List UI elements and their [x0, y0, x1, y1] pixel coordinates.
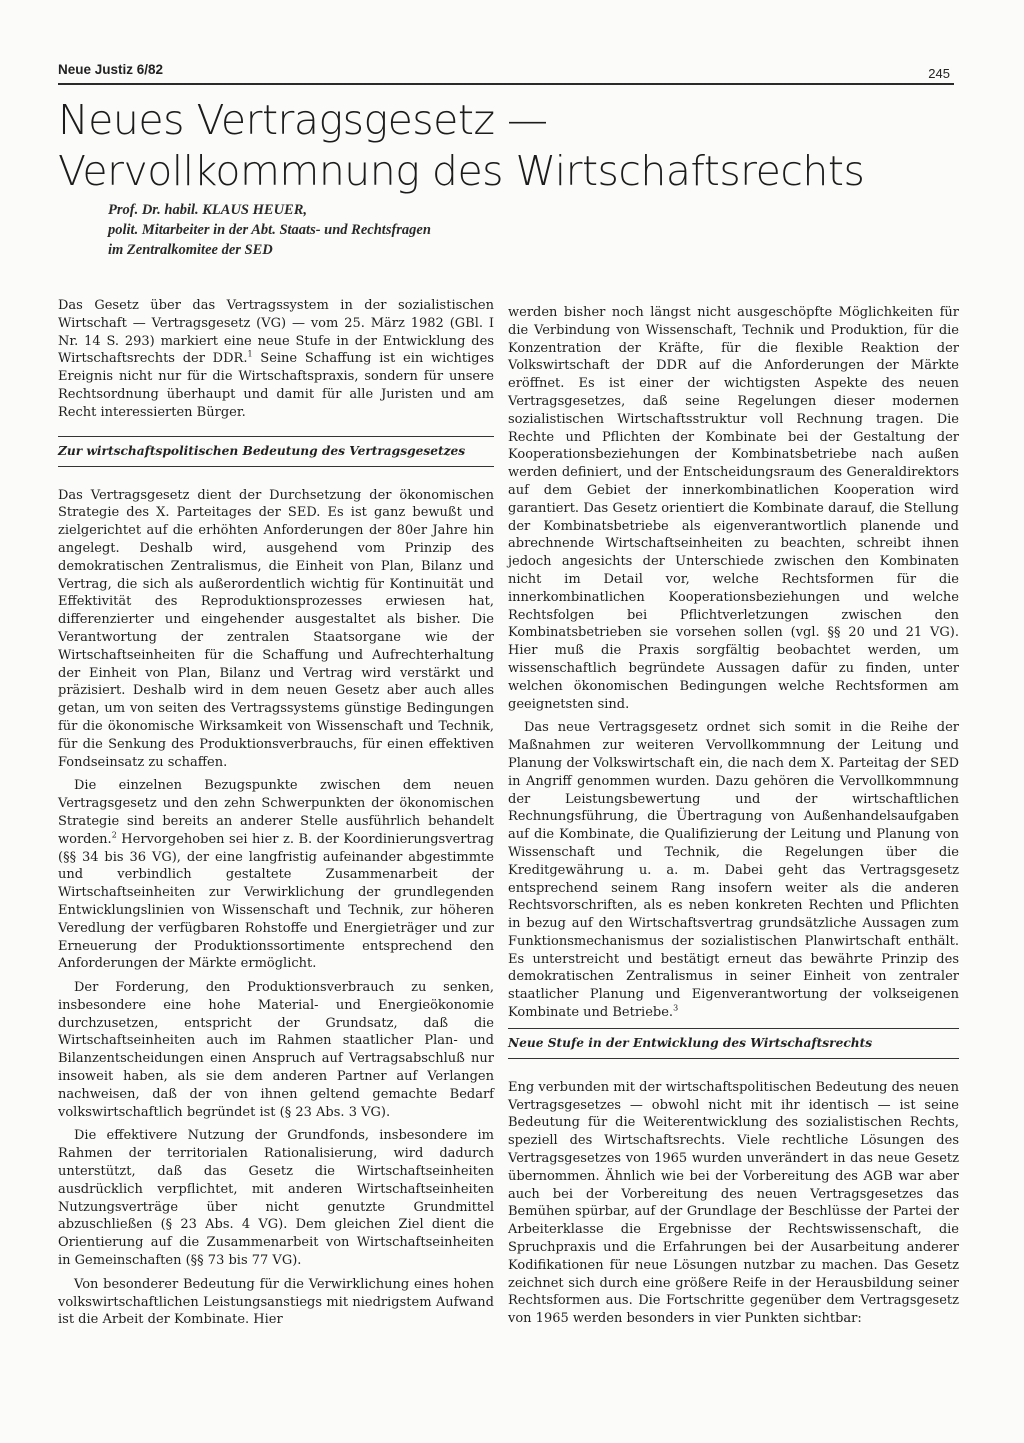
body-paragraph: Das neue Vertragsgesetz ordnet sich somit in die Reihe der Maßnahmen zur weiteren Vervollkommnung der Leitung und Planung der Volkswirtschaft ein, die nach dem X. Parteitag der SED in Angriff genommen wurden. Dazu gehören die Vervollkommnung der Leistungsbewertung und der wirtschaftlichen Rechnungsführung, die Übertragung von Außenhandelsaufgaben auf die Kombinate, die Qualifizierung der Leitung und Planung von Wissenschaft und Technik, die Regelungen über die Kreditgewährung u. a. m. Dabei geht das Vertragsgesetz entsprechend seinem Rang insofern weiter als die anderen Rechtsvorschriften, als es neben konkreten Rechten und Pflichten in bezug auf den Wirtschaftsvertrag grundsätzliche Aussagen zum Funktionsmechanismus der sozialistischen Planwirtschaft enthält. Es unterstreicht und bestätigt erneut das bewährte Prinzip des demokratischen Zentralismus in seiner Einheit von zentraler staatlicher Planung und Eigenverantwortung der volkseigenen Kombinate und Betriebe.$^3$ [508, 720, 959, 1021]
author-position: polit. Mitarbeiter in der Abt. Staats- und Rechtsfragen [108, 222, 431, 238]
left-column [58, 297, 494, 1335]
body-paragraph: Die einzelnen Bezugspunkte zwischen dem neuen Vertragsgesetz und den zehn Schwerpunkten der ökonomischen Strategie sind bereits an anderer Stelle ausführlich behandelt worden.$^2$ Hervorgehoben sei hier z. B. der Koordinierungsvertrag (§§ 34 bis 36 VG), der eine langfristig aufeinander abgestimmte und verbindlich gestaltete Zusammenarbeit der Wirtschaftseinheiten zur Verwirklichung der grundlegenden Entwicklungslinien von Wissenschaft und Technik, zur höheren Veredlung der verfügbaren Rohstoffe und Energieträger und zur Erneuerung der Produktionssortimente entsprechend den Anforderungen der Märkte ermöglicht. [58, 778, 494, 972]
section-heading: Neue Stufe in der Entwicklung des Wirtschaftsrechts [508, 1028, 959, 1059]
right-column [508, 304, 959, 1334]
section-heading: Zur wirtschaftspolitischen Bedeutung des Vertragsgesetzes [58, 436, 494, 467]
header-rule [58, 83, 954, 85]
page-number: 245 [928, 66, 950, 81]
title-line-2: Vervollkommnung des Wirtschaftsrechts [58, 147, 865, 195]
body-paragraph: Das Vertragsgesetz dient der Durchsetzung der ökonomischen Strategie des X. Parteitages der SED. Es ist ganz bewußt und zielgerichtet auf die erhöhten Anforderungen der 80er Jahre hin angelegt. Deshalb wird, ausgehend vom Prinzip des demokratischen Zentralismus, die Einheit von Plan, Bilanz und Vertrag, die sich als außerordentlich wichtig für Kontinuität und Effektivität des Reproduktionsprozesses erwiesen hat, differenzierter und eingehender ausgestaltet als bisher. Die Verantwortung der zentralen Staatsorgane wie der Wirtschaftseinheiten für die Schaffung und Aufrechterhaltung der Einheit von Plan, Bilanz und Vertrag wird verstärkt und präzisiert. Deshalb wird in dem neuen Gesetz aber auch alles getan, um von seiten des Vertragssystems günstige Bedingungen für die ökonomische Wirksamkeit von Wissenschaft und Technik, für die Senkung des Produktionsverbrauchs, für einen effektiven Fondseinsatz zu schaffen. [58, 487, 494, 770]
body-paragraph: Die effektivere Nutzung der Grundfonds, insbesondere im Rahmen der territorialen Rationalisierung, wird dadurch unterstützt, daß das Gesetz die Wirtschaftseinheiten ausdrücklich verpflichtet, mit anderen Wirtschaftseinheiten Nutzungsverträge über nicht genutzte Grundmittel abzuschließen (§ 23 Abs. 4 VG). Dem gleichen Ziel dient die Orientierung auf die Zusammenarbeit von Wirtschaftseinheiten in Gemeinschaften (§§ 73 bis 77 VG). [58, 1128, 494, 1269]
running-header [58, 62, 950, 84]
author-block [108, 200, 568, 260]
journal-reference: Neue Justiz 6/82 [58, 62, 164, 77]
body-paragraph: Von besonderer Bedeutung für die Verwirklichung eines hohen volkswirtschaftlichen Leistungsanstiegs mit niedrigstem Aufwand ist die Arbeit der Kombinate. Hier [58, 1276, 494, 1328]
footnote-ref: 2 [111, 830, 117, 840]
intro-paragraph: Das Gesetz über das Vertragssystem in der sozialistischen Wirtschaft — Vertragsgesetz (VG) — vom 25. März 1982 (GBl. I Nr. 14 S. 293) markiert eine neue Stufe in der Entwicklung des Wirtschaftsrechts der DDR.$^1$ Seine Schaffung ist ein wichtiges Ereignis nicht nur für die Wirtschaftspraxis, sondern für unsere Rechtsordnung überhaupt und damit für alle Juristen und am Recht interessierten Bürger. [58, 298, 494, 420]
author-name: Prof. Dr. habil. KLAUS HEUER, [108, 202, 308, 218]
footnote-ref: 1 [247, 350, 253, 360]
body-paragraph: werden bisher noch längst nicht ausgeschöpfte Möglichkeiten für die Verbindung von Wissenschaft, Technik und Produktion, für die Konzentration der Kräfte, für die flexible Reaktion der Volkswirtschaft der DDR auf die Anforderungen der Märkte eröffnet. Es ist einer der wichtigsten Aspekte des neuen Vertragsgesetzes, daß seine Regelungen dieser modernen sozialistischen Wirtschaftsstruktur voll Rechnung tragen. Die Rechte und Pflichten der Kombinate bei der Gestaltung der Kooperationsbeziehungen der Kombinatsbetriebe nach außen werden definiert, und der Entscheidungsraum des Generaldirektors auf dem Gebiet der innerkombinatlichen Kooperation wird garantiert. Das Gesetz orientiert die Kombinate darauf, die Stellung der Kombinatsbetriebe als eigenverantwortlich planende und abrechnende Wirtschaftseinheiten zu beachten, schreibt ihnen jedoch angesichts der Unterschiede zwischen den Kombinaten nicht im Detail vor, welche Rechtsformen für die innerkombinatlichen Kooperationsbeziehungen und welche Rechtsfolgen bei Pflichtverletzungen zwischen den Kombinatsbetrieben sie vorsehen sollen (vgl. §§ 20 und 21 VG). Hier muß die Praxis sorgfältig beobachtet werden, um wissenschaftlich begründete Aussagen dafür zu finden, unter welchen ökonomischen Bedingungen welche Rechtsformen am geeignetsten sind. [508, 305, 959, 712]
title-line-1: Neues Vertragsgesetz — [58, 96, 548, 144]
body-paragraph: Der Forderung, den Produktionsverbrauch zu senken, insbesondere eine hohe Material- und Energieökonomie durchzusetzen, entspricht der Grundsatz, daß die Wirtschaftseinheiten auch im Rahmen staatlicher Plan- und Bilanzentscheidungen einen Anspruch auf Vertragsabschluß nur insoweit haben, als sie dem anderen Partner auf Verlangen nachweisen, daß der von ihnen geltend gemachte Bedarf volkswirtschaftlich begründet ist (§ 23 Abs. 3 VG). [58, 980, 494, 1120]
article-title [58, 95, 865, 197]
author-institution: im Zentralkomitee der SED [108, 242, 273, 258]
footnote-ref: 3 [673, 1003, 679, 1013]
body-paragraph: Eng verbunden mit der wirtschaftspolitischen Bedeutung des neuen Vertragsgesetzes — obwohl nicht mit ihr identisch — ist seine Bedeutung für die Weiterentwicklung des sozialistischen Rechts, speziell des Wirtschaftsrechts. Viele rechtliche Lösungen des Vertragsgesetzes von 1965 wurden unverändert in das neue Gesetz übernommen. Ähnlich wie bei der Vorbereitung des AGB war aber auch bei der Vorbereitung des neuen Vertragsgesetzes das Bemühen spürbar, auf der Grundlage der Beschlüsse der Partei der Arbeiterklasse die Ergebnisse der Rechtswissenschaft, die Spruchpraxis und die Erfahrungen bei der Ausarbeitung anderer Kodifikationen für neue Lösungen nutzbar zu machen. Das Gesetz zeichnet sich durch eine größere Reife in der Herausbildung seiner Rechtsformen aus. Die Fortschritte gegenüber dem Vertragsgesetz von 1965 werden besonders in vier Punkten sichtbar: [508, 1079, 959, 1327]
